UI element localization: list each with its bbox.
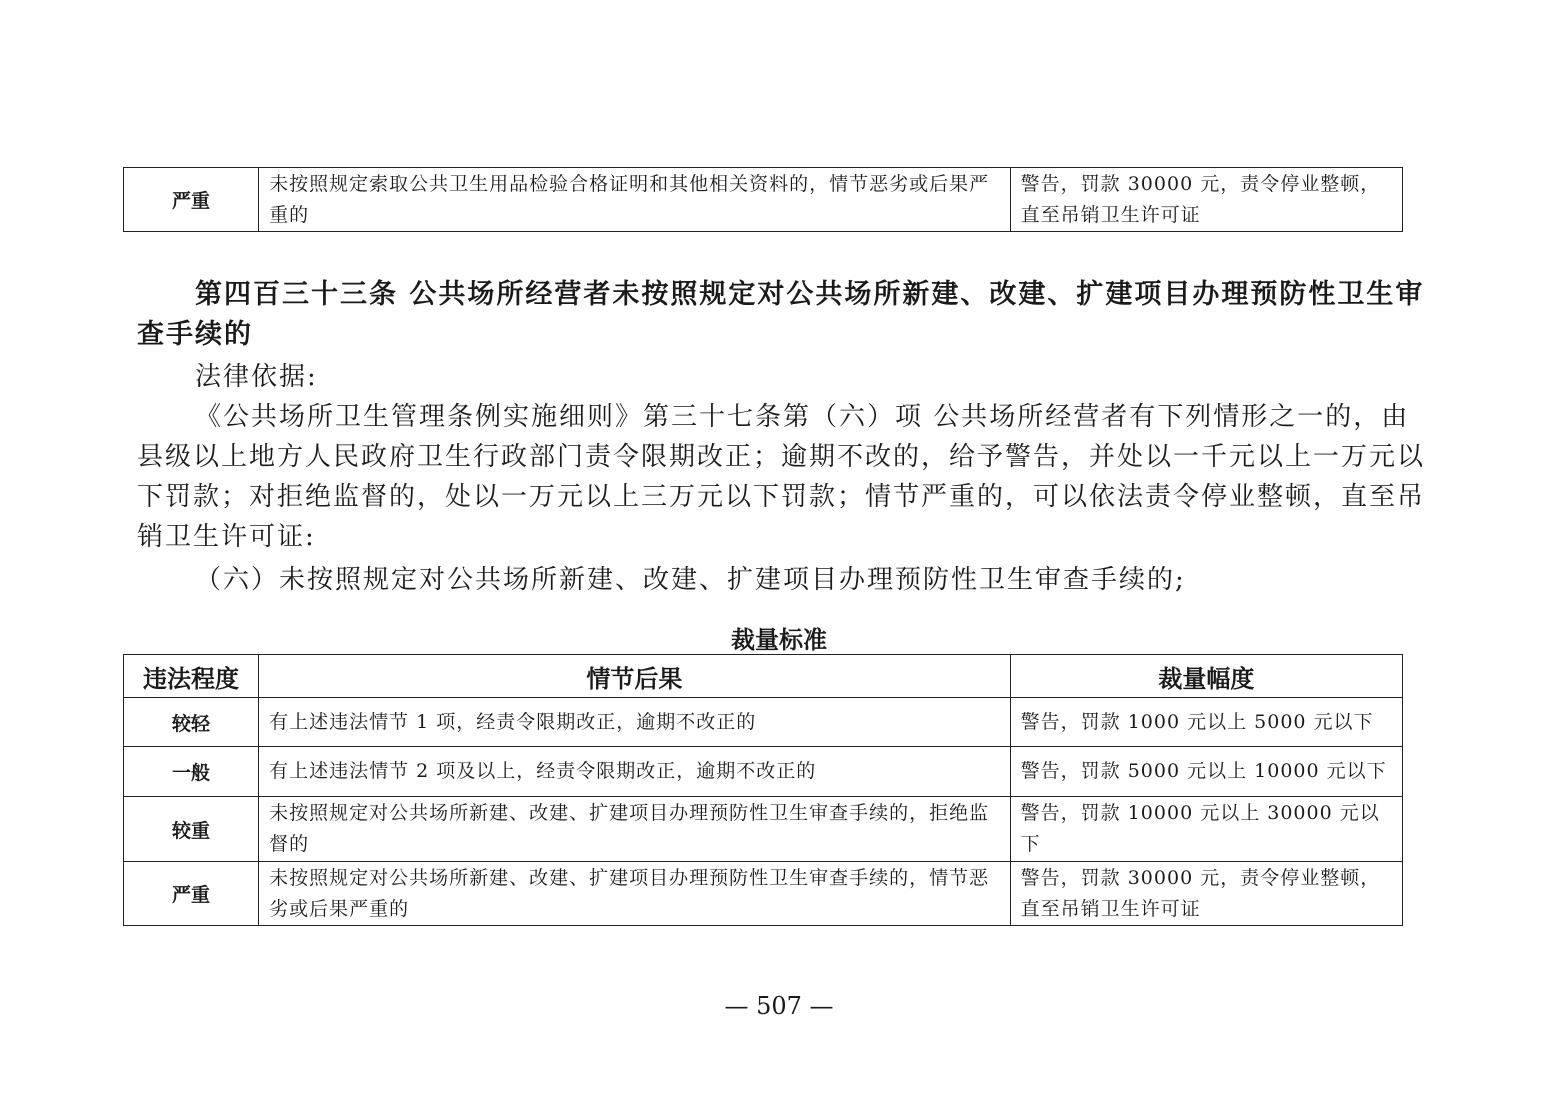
consequence-cell: 未按照规定索取公共卫生用品检验合格证明和其他相关资料的，情节恶劣或后果严重的	[259, 168, 1011, 232]
legal-clause: （六）未按照规定对公共场所新建、改建、扩建项目办理预防性卫生审查手续的;	[195, 565, 1186, 595]
legal-basis-label: 法律依据:	[195, 362, 318, 392]
consequence-cell: 有上述违法情节 2 项及以上，经责令限期改正，逾期不改正的	[259, 747, 1011, 797]
penalty-range-cell: 警告，罚款 30000 元，责令停业整顿，直至吊销卫生许可证	[1010, 862, 1402, 926]
header-penalty-range: 裁量幅度	[1010, 655, 1402, 698]
page-number: — 507 —	[724, 992, 834, 1020]
violation-level: 较重	[124, 797, 259, 862]
consequence-cell: 未按照规定对公共场所新建、改建、扩建项目办理预防性卫生审查手续的，情节恶劣或后果严重的	[259, 862, 1011, 926]
table-row	[124, 698, 1403, 747]
standard-title: 裁量标准	[731, 626, 827, 654]
table-row	[124, 862, 1403, 926]
violation-level: 较轻	[124, 698, 259, 747]
article-title: 第四百三十三条 公共场所经营者未按照规定对公共场所新建、改建、扩建项目办理预防性卫生审查手续的	[137, 279, 1425, 350]
penalty-range-cell: 警告，罚款 5000 元以上 10000 元以下	[1010, 747, 1402, 797]
table-row	[124, 747, 1403, 797]
header-consequence: 情节后果	[259, 655, 1011, 698]
table-header-row	[124, 655, 1403, 698]
consequence-cell: 有上述违法情节 1 项，经责令限期改正，逾期不改正的	[259, 698, 1011, 747]
penalty-range-cell: 警告，罚款 30000 元，责令停业整顿，直至吊销卫生许可证	[1010, 168, 1402, 232]
table-row	[124, 168, 1403, 232]
violation-level: 严重	[124, 168, 259, 232]
continued-table	[123, 167, 1403, 232]
discretion-standard-table	[123, 654, 1403, 926]
penalty-range-cell: 警告，罚款 10000 元以上 30000 元以下	[1010, 797, 1402, 862]
violation-level: 一般	[124, 747, 259, 797]
legal-basis-text: 《公共场所卫生管理条例实施细则》第三十七条第（六）项 公共场所经营者有下列情形之一的，由县级以上地方人民政府卫生行政部门责令限期改正；逾期不改的，给予警告，并处以一千元以上一万元以下罚款；对拒绝监督的，处以一万元以上三万元以下罚款；情节严重的，可以依法责令停业整顿，直至吊销卫生许可证:	[137, 402, 1426, 552]
consequence-cell: 未按照规定对公共场所新建、改建、扩建项目办理预防性卫生审查手续的，拒绝监督的	[259, 797, 1011, 862]
header-violation-level: 违法程度	[124, 655, 259, 698]
violation-level: 严重	[124, 862, 259, 926]
penalty-range-cell: 警告，罚款 1000 元以上 5000 元以下	[1010, 698, 1402, 747]
table-row	[124, 797, 1403, 862]
